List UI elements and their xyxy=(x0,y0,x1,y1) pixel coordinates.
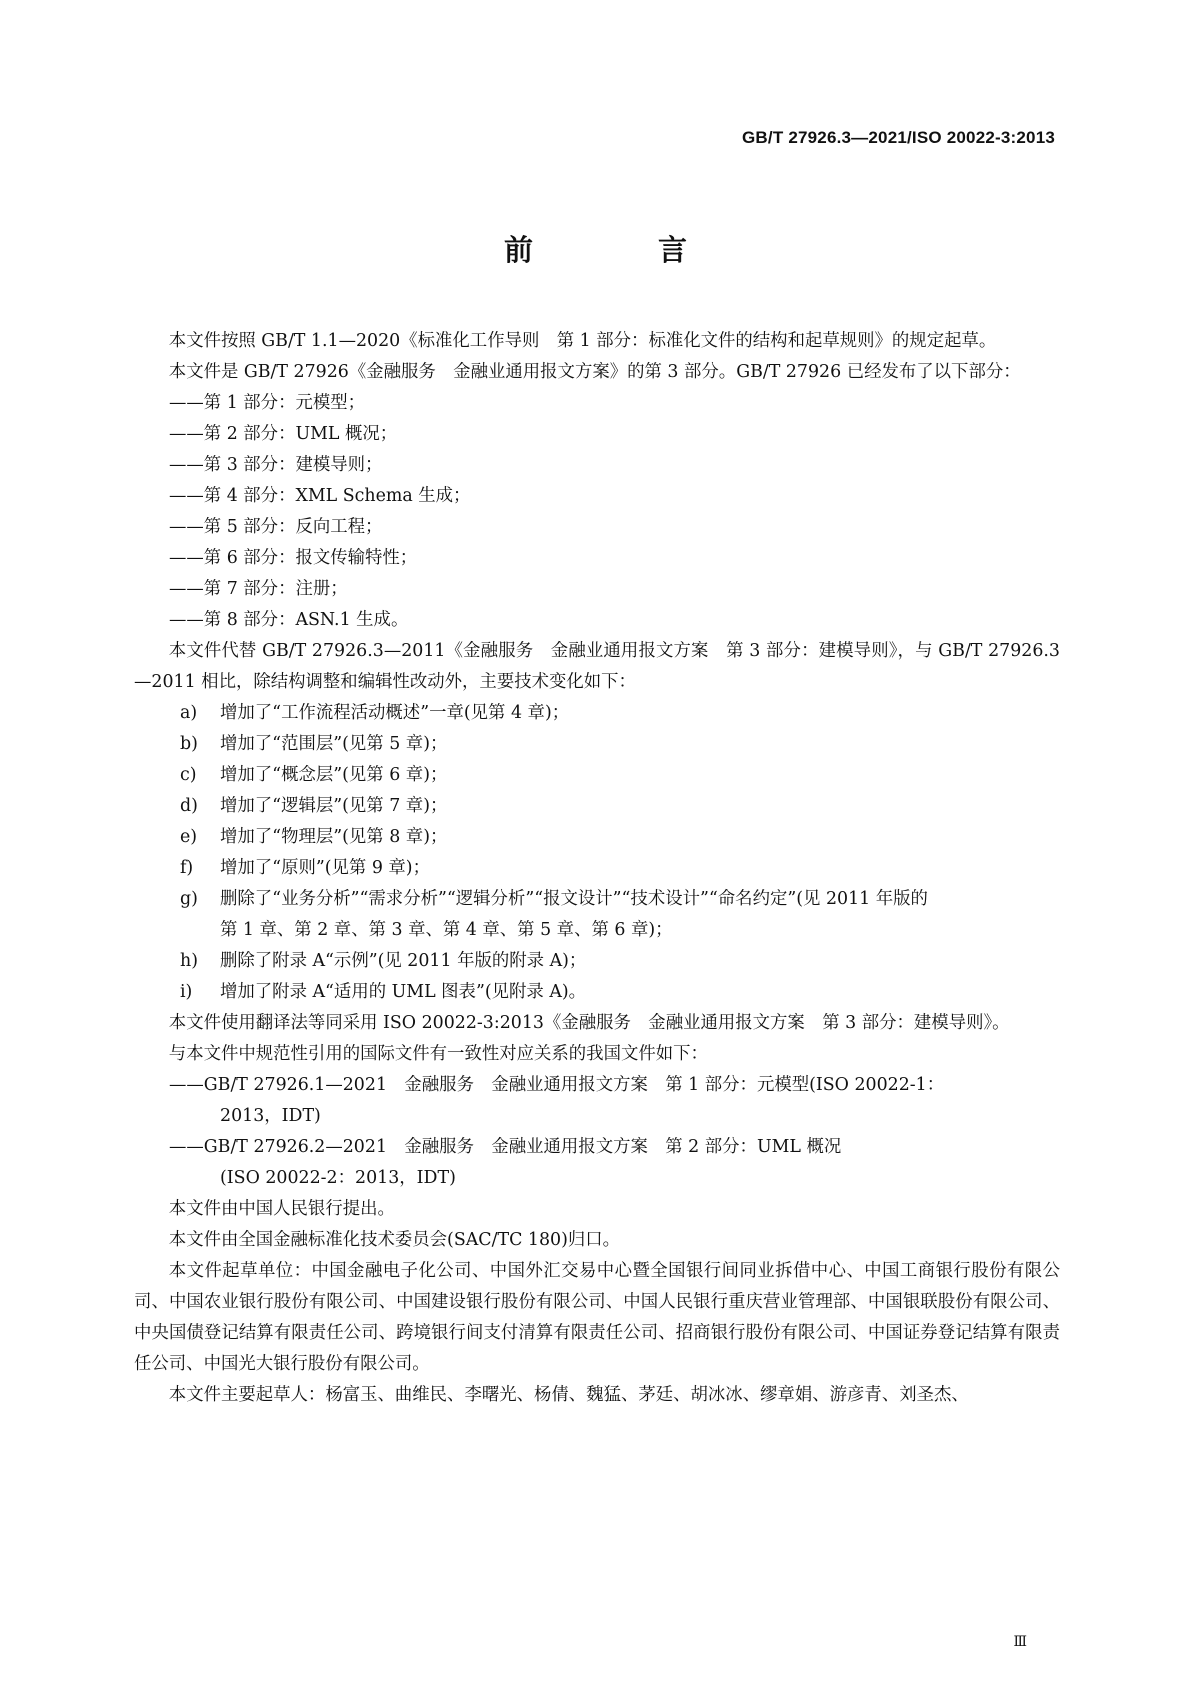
change-label: d) xyxy=(180,796,198,816)
paragraph-references-intro: 与本文件中规范性引用的国际文件有一致性对应关系的我国文件如下： xyxy=(168,1044,708,1064)
part-list-item: ——第 1 部分：元模型； xyxy=(169,393,366,413)
paragraph-series-intro: 本文件是 GB/T 27926《金融服务 金融业通用报文方案》的第 3 部分。GB/T 27926 已经发布了以下部分： xyxy=(168,362,1021,382)
change-text: 增加了“概念层”(见第 6 章)； xyxy=(220,765,448,785)
change-text: 增加了“范围层”(见第 5 章)； xyxy=(220,734,448,754)
change-label: a) xyxy=(180,703,198,723)
page-title: 前 言 xyxy=(503,233,735,267)
change-label: h) xyxy=(180,951,198,971)
paragraph-committee: 本文件由全国金融标准化技术委员会(SAC/TC 180)归口。 xyxy=(168,1230,621,1250)
change-label: c) xyxy=(180,765,197,785)
paragraph-drafting-rules: 本文件按照 GB/T 1.1—2020《标准化工作导则 第 1 部分：标准化文件的结构和起草规则》的规定起草。 xyxy=(168,331,997,351)
change-list-item xyxy=(134,946,1060,977)
foreword-body xyxy=(134,326,1060,1411)
reference-item-continuation: 2013，IDT) xyxy=(220,1106,321,1126)
change-text: 增加了“工作流程活动概述”一章(见第 4 章)； xyxy=(220,703,570,723)
change-label: b) xyxy=(180,734,198,754)
part-list-item: ——第 8 部分：ASN.1 生成。 xyxy=(169,610,409,630)
standard-code: GB/T 27926.3—2021/ISO 20022-3:2013 xyxy=(742,128,1055,147)
change-list-item xyxy=(134,853,1060,884)
change-label: e) xyxy=(180,827,198,847)
part-list-item: ——第 5 部分：反向工程； xyxy=(169,517,383,537)
change-list-item xyxy=(134,977,1060,1008)
change-label: i) xyxy=(180,982,193,1002)
change-text: 增加了“原则”(见第 9 章)； xyxy=(220,858,430,878)
change-text: 删除了附录 A“示例”(见 2011 年版的附录 A)； xyxy=(220,951,587,971)
part-list-item: ——第 2 部分：UML 概况； xyxy=(169,424,398,444)
paragraph-drafting-units: 本文件起草单位：中国金融电子化公司、中国外汇交易中心暨全国银行间同业拆借中心、中国工商银行股份有限公司、中国农业银行股份有限公司、中国建设银行股份有限公司、中国人民银行重庆营业管理部、中国银联股份有限公司、中央国债登记结算有限责任公司、跨境银行间支付清算有限责任公司、招商银行股份有限公司、中国证券登记结算有限责任公司、中国光大银行股份有限公司。 xyxy=(134,1261,1060,1374)
change-text: 增加了“物理层”(见第 8 章)； xyxy=(220,827,448,847)
paragraph-replacement: 本文件代替 GB/T 27926.3—2011《金融服务 金融业通用报文方案 第 3 部分：建模导则》，与 GB/T 27926.3—2011 相比，除结构调整和编辑性改动外，主要技术变化如下： xyxy=(134,641,1060,692)
change-list-item xyxy=(134,698,1060,729)
change-list-item xyxy=(134,760,1060,791)
change-list-item xyxy=(134,822,1060,853)
change-list-item xyxy=(134,884,1060,915)
change-text: 增加了附录 A“适用的 UML 图表”(见附录 A)。 xyxy=(220,982,587,1002)
part-list-item: ——第 6 部分：报文传输特性； xyxy=(169,548,418,568)
change-label: f) xyxy=(180,858,194,878)
part-list-item: ——第 3 部分：建模导则； xyxy=(169,455,383,475)
paragraph-drafters: 本文件主要起草人：杨富玉、曲维民、李曙光、杨倩、魏猛、茅廷、胡冰冰、缪章娟、游彦青、刘圣杰、 xyxy=(168,1385,969,1405)
paragraph-adoption: 本文件使用翻译法等同采用 ISO 20022-3:2013《金融服务 金融业通用报文方案 第 3 部分：建模导则》。 xyxy=(168,1013,1010,1033)
change-list-item xyxy=(134,791,1060,822)
reference-item: ——GB/T 27926.2—2021 金融服务 金融业通用报文方案 第 2 部分：UML 概况 xyxy=(169,1137,842,1157)
change-list-item xyxy=(134,729,1060,760)
change-text: 增加了“逻辑层”(见第 7 章)； xyxy=(220,796,448,816)
paragraph-proposer: 本文件由中国人民银行提出。 xyxy=(168,1199,395,1219)
reference-item: ——GB/T 27926.1—2021 金融服务 金融业通用报文方案 第 1 部分：元模型(ISO 20022-1： xyxy=(169,1075,945,1095)
part-list-item: ——第 4 部分：XML Schema 生成； xyxy=(169,486,471,506)
reference-item-continuation: (ISO 20022-2：2013，IDT) xyxy=(220,1168,456,1188)
change-text-continuation: 第 1 章、第 2 章、第 3 章、第 4 章、第 5 章、第 6 章)； xyxy=(220,920,673,940)
page-number: Ⅲ xyxy=(1013,1634,1027,1650)
part-list-item: ——第 7 部分：注册； xyxy=(169,579,348,599)
change-text: 删除了“业务分析”“需求分析”“逻辑分析”“报文设计”“技术设计”“命名约定”(见 2011 年版的 xyxy=(220,889,928,909)
change-label: g) xyxy=(180,889,198,909)
